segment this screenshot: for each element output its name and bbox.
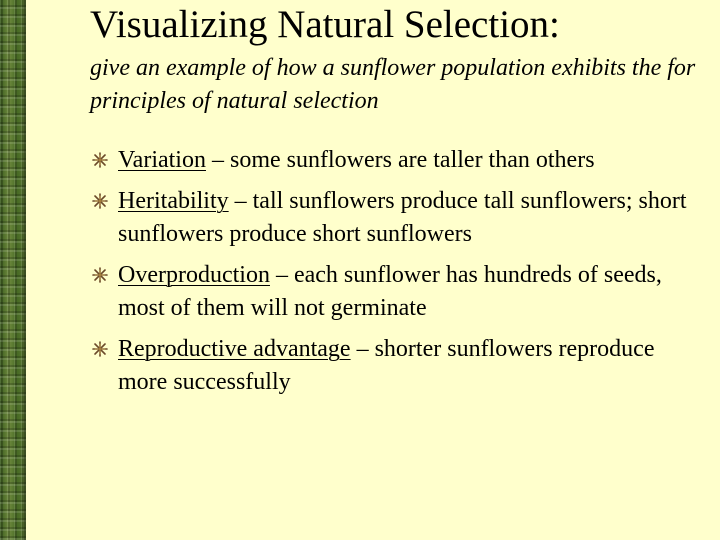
bullet-term: Reproductive advantage	[118, 336, 351, 362]
sunburst-bullet-icon	[92, 267, 108, 283]
bullet-text: – each sunflower has hundreds of seeds, most of them will not germinate	[118, 262, 662, 321]
bullet-text: – some sunflowers are taller than others	[205, 147, 595, 173]
bullet-term: Overproduction	[118, 262, 270, 288]
sunburst-bullet-icon	[92, 193, 108, 209]
bullet-text: – shorter sunflowers reproduce more successfully	[118, 336, 655, 395]
slide-subtitle: give an example of how a sunflower population exhibits the for principles of natural selection	[90, 55, 696, 114]
bullet-item-heritability	[92, 185, 702, 251]
sunburst-bullet-icon	[92, 341, 108, 357]
bullet-term: Variation	[118, 147, 206, 173]
sunburst-bullet-icon	[92, 152, 108, 168]
bullet-item-variation	[92, 144, 702, 177]
bullet-text: – tall sunflowers produce tall sunflowers; short sunflowers produce short sunflowers	[118, 188, 687, 247]
bullet-list	[92, 144, 702, 407]
slide-title: Visualizing Natural Selection:	[90, 3, 560, 46]
bullet-item-reproductive-advantage	[92, 333, 702, 399]
bullet-item-overproduction	[92, 259, 702, 325]
decorative-border-strip	[0, 0, 26, 540]
bullet-term: Heritability	[118, 188, 229, 214]
